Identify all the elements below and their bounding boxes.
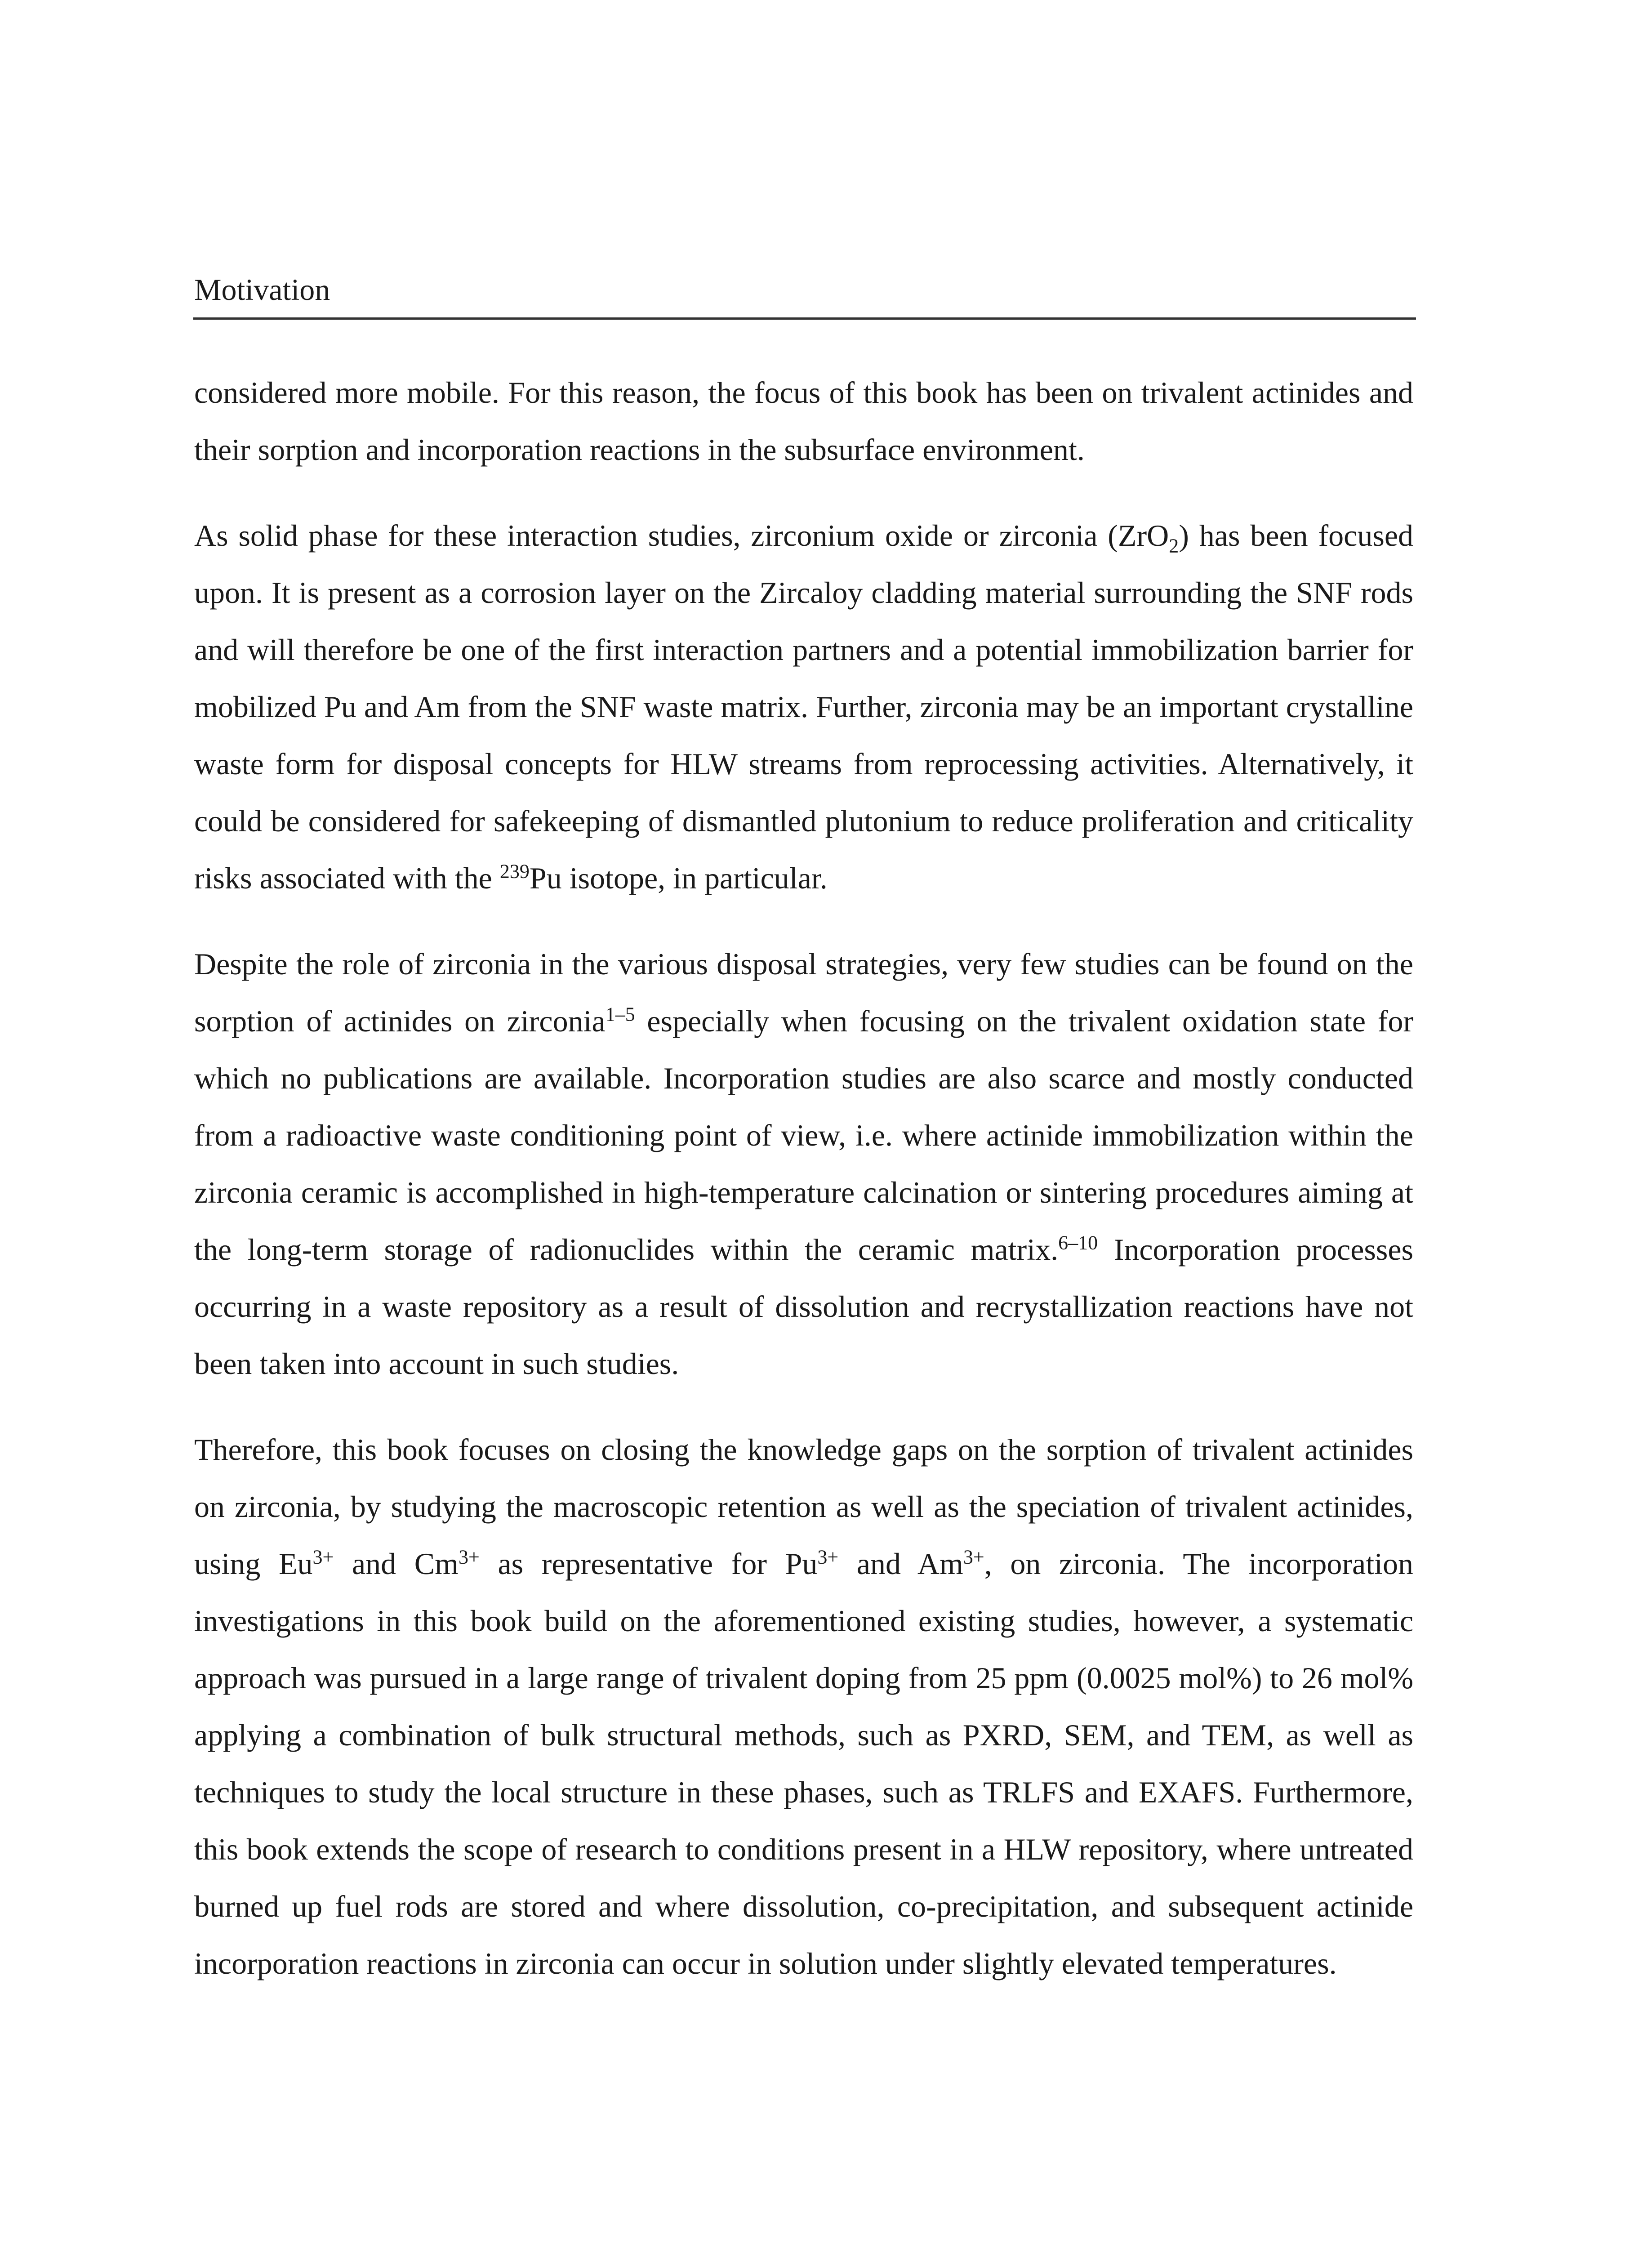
paragraph-4-text: Therefore, this book focuses on closing the knowledge gaps on the sorption of trivalent actinides on zirconia, by studying the macroscopic retention as well as the speciation of trivalent actinides, using Eu <box>194 1432 1413 1581</box>
paragraph-2-text: As solid phase for these interaction studies, zirconium oxide or zirconia (ZrO <box>194 518 1169 553</box>
paragraph-4-text: and Cm <box>334 1547 459 1581</box>
paragraph-4-text: as representative for Pu <box>479 1547 818 1581</box>
subscript-2: 2 <box>1169 535 1179 557</box>
paragraph-4-text: and Am <box>838 1547 963 1581</box>
paragraph-4 <box>194 1421 1413 1992</box>
paragraph-2-text: ) has been focused upon. It is present as a corrosion layer on the Zircaloy cladding material surrounding the SNF rods and will therefore be one of the first interaction partners and a potential immobilization barrier for mobilized Pu and Am from the SNF waste matrix. Further, zirconia may be an important crystalline waste form for disposal concepts for HLW streams from reprocessing activities. Alternatively, it could be considered for safekeeping of dismantled plutonium to reduce proliferation and criticality risks associated with the <box>194 518 1413 895</box>
charge-superscript: 3+ <box>312 1546 334 1568</box>
header-title: Motivation <box>194 272 330 307</box>
paragraph-3 <box>194 936 1413 1392</box>
body-text <box>194 364 1413 2021</box>
charge-superscript: 3+ <box>459 1546 480 1568</box>
paragraph-4-text: , on zirconia. The incorporation investigations in this book build on the aforementioned existing studies, however, a systematic approach was pursued in a large range of trivalent doping from 25 ppm (0.0025 mol%) to 26 mol% applying a combination of bulk structural methods, such as PXRD, SEM, and TEM, as well as techniques to study the local structure in these phases, such as TRLFS and EXAFS. Furthermore, this book extends the scope of research to conditions present in a HLW repository, where untreated burned up fuel rods are stored and where dissolution, co-precipitation, and subsequent actinide incorporation reactions in zirconia can occur in solution under slightly elevated temperatures. <box>194 1547 1413 1980</box>
paragraph-3-text: Incorporation processes occurring in a waste repository as a result of dissolution and recrystallization reactions have not been taken into account in such studies. <box>194 1232 1413 1381</box>
superscript-239: 239 <box>499 860 530 883</box>
paragraph-1-text: considered more mobile. For this reason, the focus of this book has been on trivalent actinides and their sorption and incorporation reactions in the subsurface environment. <box>194 375 1413 467</box>
paragraph-3-text: Despite the role of zirconia in the various disposal strategies, very few studies can be found on the sorption of actinides on zirconia <box>194 947 1413 1038</box>
charge-superscript: 3+ <box>963 1546 984 1568</box>
header-divider <box>193 317 1416 320</box>
paragraph-1 <box>194 364 1413 478</box>
citation-superscript: 6–10 <box>1058 1231 1098 1254</box>
paragraph-2-text: Pu isotope, in particular. <box>529 861 828 895</box>
citation-superscript: 1–5 <box>605 1003 635 1026</box>
charge-superscript: 3+ <box>817 1546 839 1568</box>
running-header <box>194 270 1408 309</box>
paragraph-3-text: especially when focusing on the trivalent oxidation state for which no publications are available. Incorporation studies are also scarce and mostly conducted from a radioactive waste conditioning point of view, i.e. where actinide immobilization within the zirconia ceramic is accomplished in high-temperature calcination or sintering procedures aiming at the long-term storage of radionuclides within the ceramic matrix. <box>194 1004 1414 1267</box>
paragraph-2 <box>194 507 1413 907</box>
